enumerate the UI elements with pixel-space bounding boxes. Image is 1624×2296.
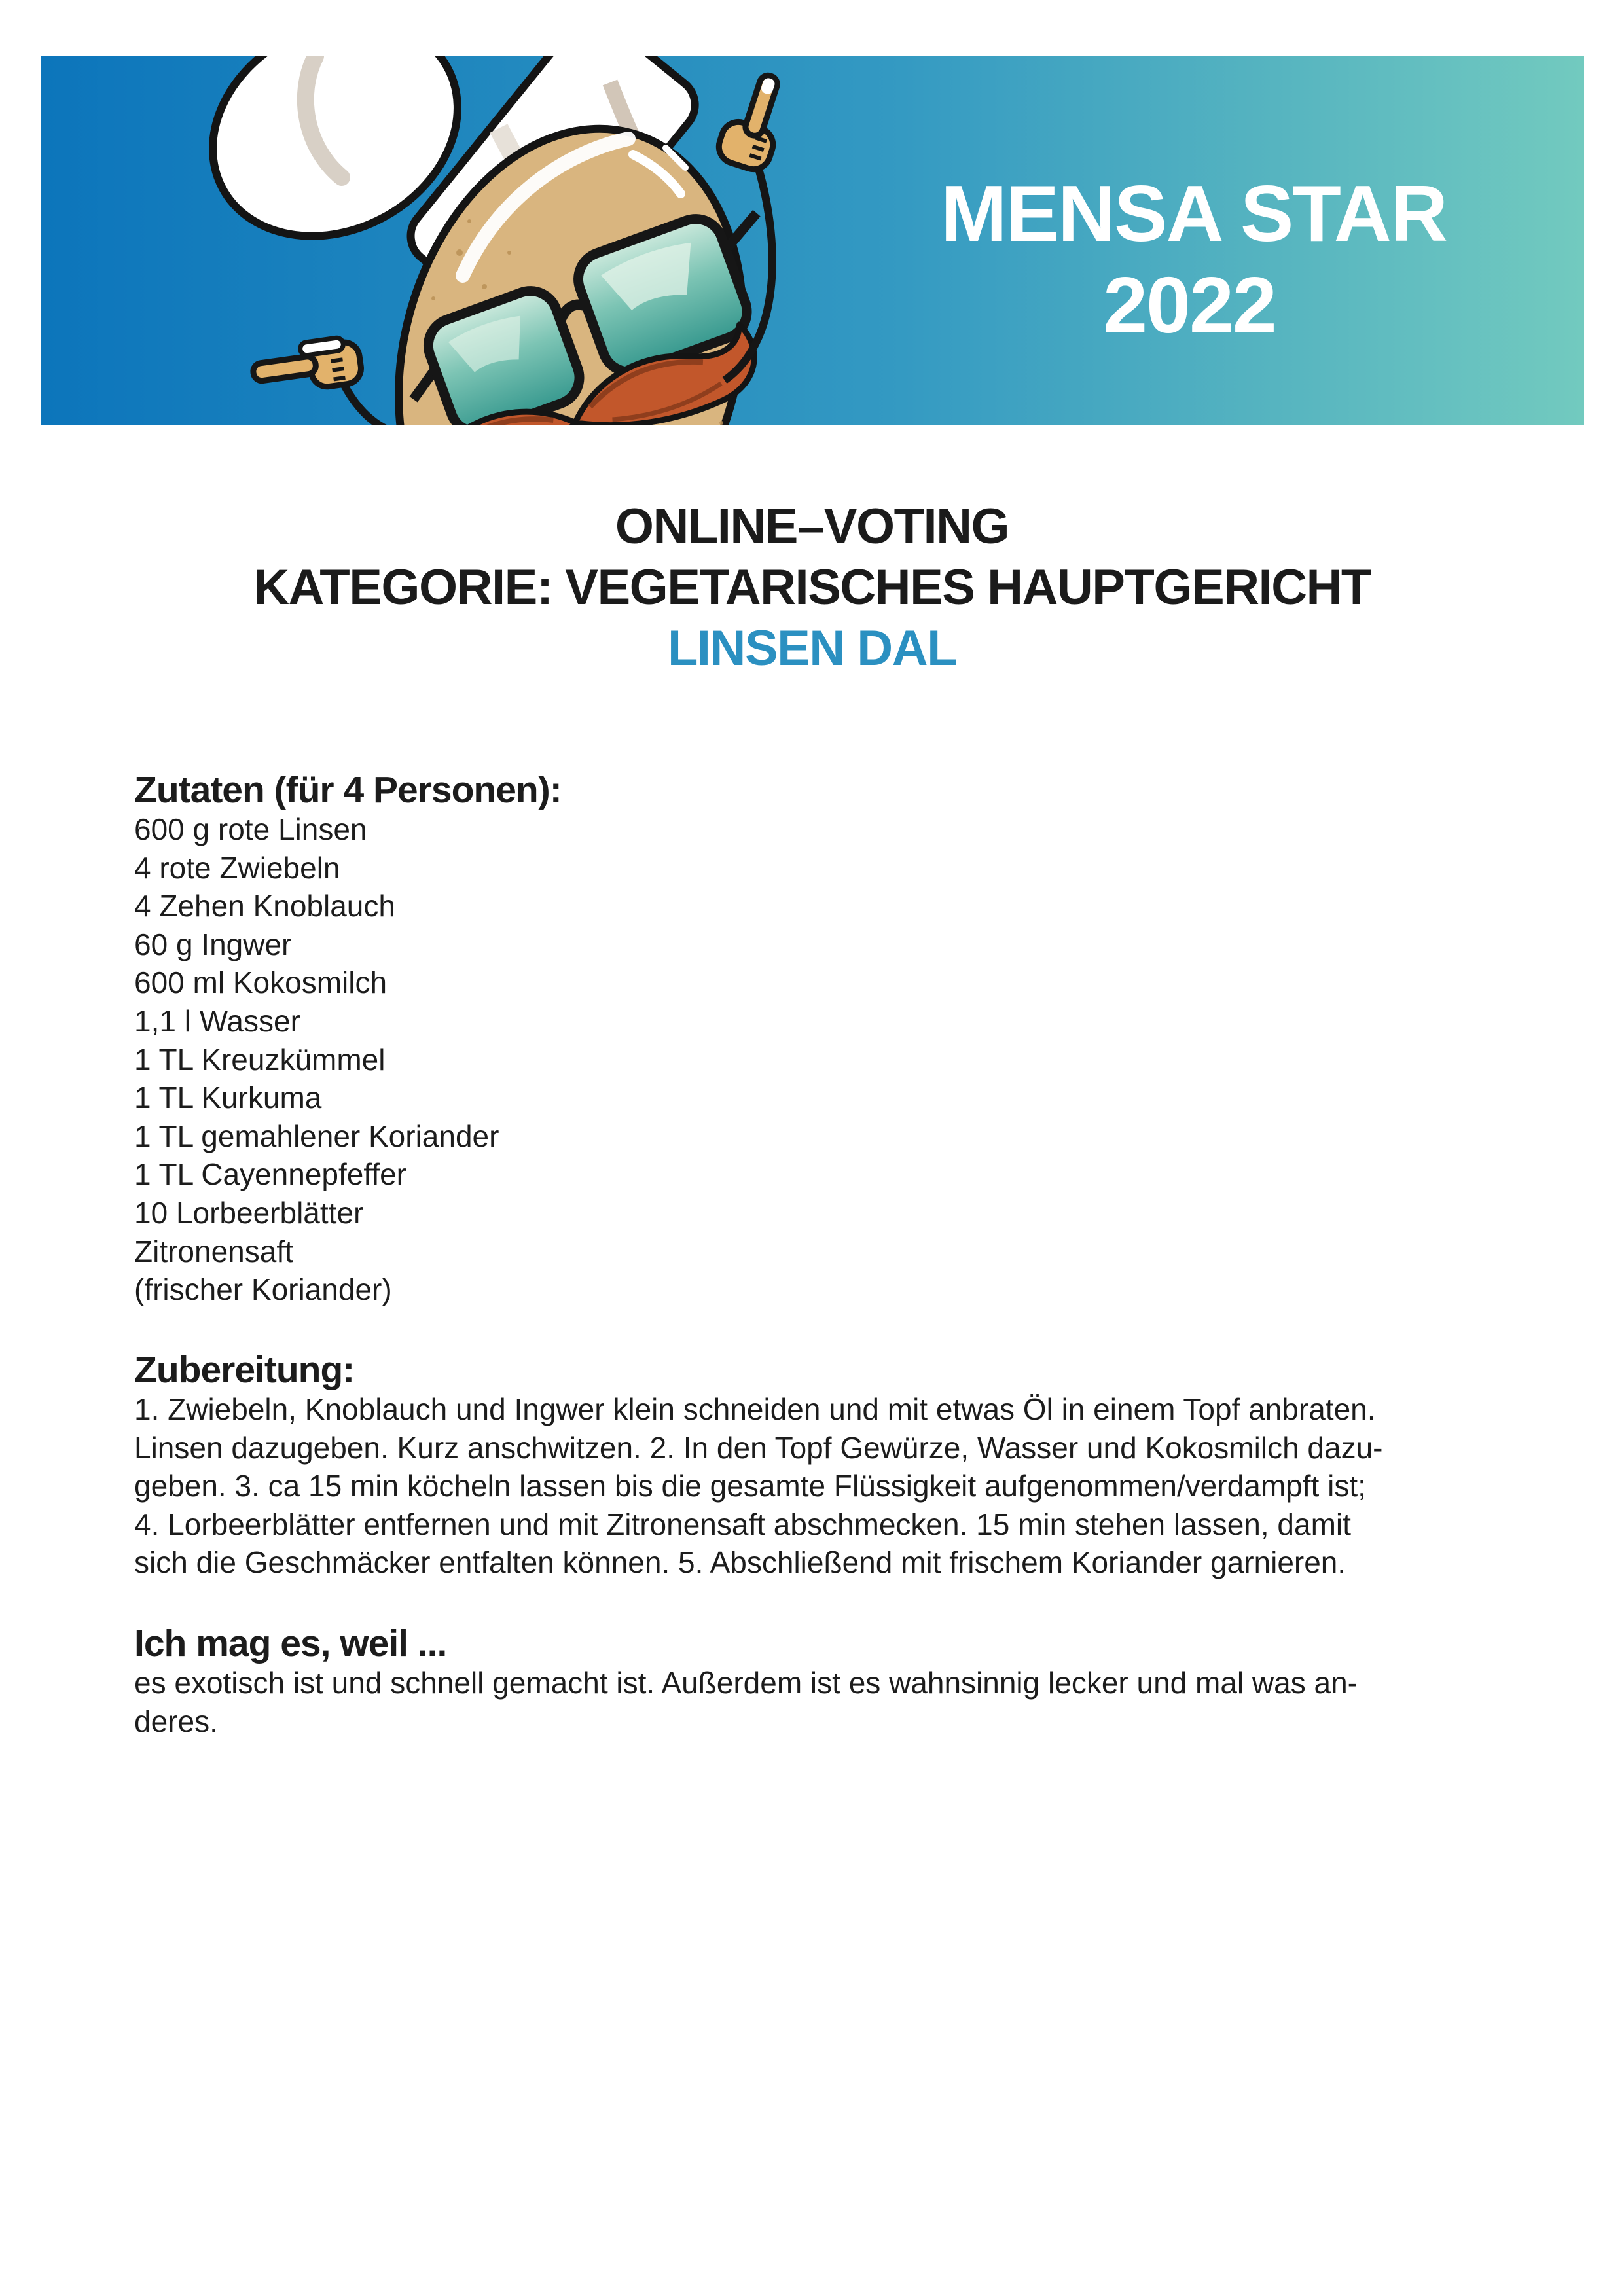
ingredient-line: 4 Zehen Knoblauch xyxy=(134,889,395,924)
ingredient-line: 1 TL Kreuzkümmel xyxy=(134,1042,386,1077)
ingredient-line: 1 TL gemahlener Koriander xyxy=(134,1119,499,1153)
preparation-line: geben. 3. ca 15 min köcheln lassen bis die gesamte Flüssigkeit aufgenommen/verdampft ist; xyxy=(134,1469,1366,1503)
why-i-like-it-section xyxy=(134,1623,1358,1740)
ingredient-line: 1,1 l Wasser xyxy=(134,1003,300,1038)
preparation-line: sich die Geschmäcker entfalten können. 5. Abschließend mit frischem Koriander garnieren. xyxy=(134,1545,1346,1580)
ingredient-line: 1 TL Kurkuma xyxy=(134,1081,322,1115)
preparation-line: 4. Lorbeerblätter entfernen und mit Zitronensaft abschmecken. 15 min stehen lassen, damit xyxy=(134,1507,1351,1541)
ingredient-line: Zitronensaft xyxy=(134,1234,293,1268)
ingredients-section xyxy=(134,770,562,1309)
title-kategorie: KATEGORIE: VEGETARISCHES HAUPTGERICHT xyxy=(253,560,1371,615)
page-title xyxy=(0,496,1624,679)
ingredient-line: 600 ml Kokosmilch xyxy=(134,965,388,1000)
preparation-line: 1. Zwiebeln, Knoblauch und Ingwer klein schneiden und mit etwas Öl in einem Topf anbraten. xyxy=(134,1392,1376,1426)
preparation-section xyxy=(134,1350,1383,1582)
why-i-like-it-heading: Ich mag es, weil ... xyxy=(134,1623,447,1664)
pointing-up-hand-icon xyxy=(715,67,794,174)
title-dish-name: LINSEN DAL xyxy=(668,620,956,676)
ingredient-line: (frischer Koriander) xyxy=(134,1272,392,1307)
banner-title-line2: 2022 xyxy=(1103,260,1276,350)
ingredient-line: 10 Lorbeerblätter xyxy=(134,1195,364,1230)
banner-title-line1: MENSA STAR xyxy=(941,169,1447,258)
header-banner xyxy=(41,56,1584,425)
why-i-like-it-line: es exotisch ist und schnell gemacht ist. Außerdem ist es wahnsinnig lecker und mal was an- xyxy=(134,1666,1358,1700)
preparation-line: Linsen dazugeben. Kurz anschwitzen. 2. In den Topf Gewürze, Wasser und Kokosmilch dazu- xyxy=(134,1430,1383,1465)
ingredient-line: 4 rote Zwiebeln xyxy=(134,850,340,885)
ingredient-line: 600 g rote Linsen xyxy=(134,812,367,846)
preparation-heading: Zubereitung: xyxy=(134,1349,355,1391)
banner-title xyxy=(941,168,1447,351)
title-online-voting: ONLINE–VOTING xyxy=(615,499,1009,554)
why-i-like-it-line: deres. xyxy=(134,1704,218,1738)
ingredient-line: 1 TL Cayennepfeffer xyxy=(134,1157,406,1192)
ingredient-line: 60 g Ingwer xyxy=(134,927,292,961)
ingredients-heading: Zutaten (für 4 Personen): xyxy=(134,769,562,811)
